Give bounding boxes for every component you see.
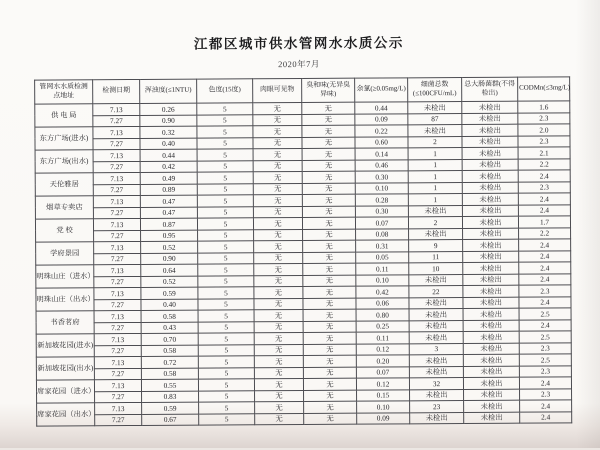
column-header-7: 细菌总数(≤100CFU/mL)	[408, 78, 462, 102]
data-cell: 7.27	[93, 138, 140, 150]
column-header-8: 总大肠菌群(不得检出)	[462, 77, 518, 101]
data-cell: 0.58	[141, 310, 198, 322]
column-header-1: 检测日期	[93, 79, 140, 103]
data-cell: 0.89	[140, 184, 197, 196]
data-cell: 未检出	[462, 124, 518, 136]
data-cell: 5	[198, 298, 254, 310]
data-cell: 2.3	[519, 365, 571, 377]
table-body	[35, 101, 572, 426]
data-cell: 无	[303, 355, 356, 367]
data-cell: 0.06	[356, 297, 409, 309]
data-cell: 7.13	[93, 126, 140, 138]
data-cell: 无	[304, 401, 357, 413]
column-header-3: 色度(15度)	[197, 79, 253, 103]
data-cell: 7.13	[94, 379, 141, 391]
data-cell: 未检出	[462, 216, 518, 228]
location-cell-2: 东方广场(出水)	[35, 150, 93, 173]
data-cell: 未检出	[462, 205, 518, 217]
data-cell: 7.13	[94, 264, 141, 276]
data-cell: 0.20	[356, 355, 409, 367]
data-cell: 未检出	[462, 147, 518, 159]
data-cell: 2.4	[519, 319, 571, 331]
data-cell: 未检出	[410, 412, 464, 424]
data-cell: 2.3	[518, 112, 570, 124]
data-cell: 0.12	[356, 378, 409, 390]
data-cell: 5	[197, 149, 253, 161]
data-cell: 1	[408, 148, 462, 160]
data-cell: 5	[197, 183, 253, 195]
data-cell: 0.42	[140, 161, 197, 173]
data-cell: 5	[198, 344, 254, 356]
data-cell: 0.10	[357, 401, 410, 413]
data-cell: 2.1	[518, 147, 570, 159]
location-cell-10: 新加坡花园(进水)	[36, 334, 94, 357]
data-cell: 0.08	[356, 228, 409, 240]
column-header-4: 肉眼可见物	[253, 78, 302, 102]
data-cell: 2.3	[519, 342, 571, 354]
data-cell: 无	[303, 367, 356, 379]
data-cell: 7.27	[94, 299, 141, 311]
data-cell: 5	[197, 137, 253, 149]
data-cell: 1.6	[518, 101, 570, 113]
data-cell: 2.4	[520, 400, 572, 412]
data-cell: 7.27	[94, 253, 141, 265]
data-cell: 0.43	[141, 322, 198, 334]
location-cell-1: 东方广场(进水)	[35, 127, 93, 150]
data-cell: 0.59	[142, 402, 199, 414]
data-cell: 无	[302, 125, 355, 137]
data-cell: 无	[254, 344, 303, 356]
data-cell: 2	[408, 217, 462, 229]
data-cell: 0.22	[355, 125, 408, 137]
column-header-2: 浑浊度(≤1NTU)	[140, 79, 197, 103]
data-cell: 未检出	[462, 170, 518, 182]
location-cell-4: 烟草专卖店	[35, 196, 93, 219]
data-cell: 无	[303, 252, 356, 264]
data-cell: 未检出	[463, 251, 519, 263]
data-cell: 无	[254, 252, 303, 264]
data-cell: 5	[197, 160, 253, 172]
data-cell: 无	[303, 332, 356, 344]
data-cell: 0.52	[141, 241, 198, 253]
data-cell: 5	[199, 413, 255, 425]
data-cell: 无	[303, 286, 356, 298]
data-cell: 5	[198, 241, 254, 253]
data-cell: 7.13	[94, 333, 141, 345]
data-cell: 87	[408, 113, 462, 125]
column-header-6: 余氯(≥0.05mg/L)	[355, 78, 408, 102]
data-cell: 无	[254, 332, 303, 344]
data-cell: 0.47	[140, 207, 197, 219]
data-cell: 7.13	[93, 218, 140, 230]
data-cell: 未检出	[409, 355, 463, 367]
data-cell: 无	[303, 309, 356, 321]
data-cell: 无	[302, 137, 355, 149]
column-header-9: CODMn(≤3mg/L)	[518, 77, 570, 101]
data-cell: 无	[303, 263, 356, 275]
data-cell: 无	[302, 102, 355, 114]
data-cell: 未检出	[463, 228, 519, 240]
data-cell: 0.10	[356, 274, 409, 286]
data-cell: 无	[255, 401, 304, 413]
water-quality-table	[34, 76, 572, 426]
data-cell: 未检出	[408, 205, 462, 217]
data-cell: 2.4	[519, 262, 571, 274]
data-cell: 无	[254, 263, 303, 275]
data-cell: 0.30	[355, 205, 408, 217]
data-cell: 1	[408, 182, 462, 194]
data-cell: 无	[253, 114, 302, 126]
data-cell: 0.64	[141, 264, 198, 276]
data-cell: 无	[254, 367, 303, 379]
column-header-5: 臭和味(无异臭异味)	[302, 78, 355, 102]
data-cell: 未检出	[409, 228, 463, 240]
data-cell: 0.44	[355, 102, 408, 114]
data-cell: 未检出	[409, 274, 463, 286]
data-cell: 0.95	[141, 230, 198, 242]
data-cell: 1.7	[518, 216, 570, 228]
data-cell: 2.5	[519, 308, 571, 320]
data-cell: 无	[253, 148, 302, 160]
data-cell: 无	[254, 229, 303, 241]
data-cell: 0.26	[140, 103, 197, 115]
data-cell: 未检出	[463, 262, 519, 274]
data-cell: 无	[303, 229, 356, 241]
location-cell-13: 席家花园（出水）	[37, 403, 95, 426]
data-cell: 2.3	[519, 285, 571, 297]
data-cell: 2.4	[518, 193, 570, 205]
data-cell: 2.4	[519, 377, 571, 389]
location-cell-9: 书香茗府	[36, 311, 94, 334]
data-cell: 7.13	[94, 356, 141, 368]
data-cell: 无	[302, 206, 355, 218]
data-cell: 0.67	[142, 414, 199, 426]
location-cell-7: 明珠山庄（进水）	[36, 265, 94, 288]
data-cell: 无	[254, 309, 303, 321]
location-cell-11: 新加坡花园(出水)	[36, 357, 94, 380]
data-cell: 0.15	[357, 389, 410, 401]
data-cell: 0.11	[356, 263, 409, 275]
data-cell: 0.72	[141, 356, 198, 368]
header-row	[35, 77, 570, 104]
data-cell: 0.07	[356, 366, 409, 378]
data-cell: 2.3	[518, 135, 570, 147]
data-cell: 无	[253, 102, 302, 114]
data-cell: 7.13	[94, 287, 141, 299]
data-cell: 未检出	[464, 389, 520, 401]
data-cell: 0.42	[356, 286, 409, 298]
data-cell: 未检出	[409, 309, 463, 321]
data-cell: 0.31	[356, 240, 409, 252]
data-cell: 0.09	[357, 412, 410, 424]
data-cell: 未检出	[463, 297, 519, 309]
data-cell: 32	[409, 378, 463, 390]
data-cell: 未检出	[408, 102, 462, 114]
data-cell: 无	[253, 194, 302, 206]
data-cell: 5	[198, 252, 254, 264]
data-cell: 0.58	[141, 368, 198, 380]
data-cell: 0.47	[140, 195, 197, 207]
data-cell: 未检出	[463, 320, 519, 332]
data-cell: 1	[408, 194, 462, 206]
data-cell: 7.13	[93, 103, 140, 115]
data-cell: 无	[254, 355, 303, 367]
data-cell: 无	[253, 125, 302, 137]
data-cell: 7.27	[93, 115, 140, 127]
data-cell: 2.4	[519, 250, 571, 262]
data-cell: 5	[197, 218, 253, 230]
data-cell: 10	[409, 263, 463, 275]
location-cell-5: 党 校	[35, 219, 93, 242]
data-cell: 无	[304, 413, 357, 425]
data-cell: 无	[253, 183, 302, 195]
data-cell: 0.09	[355, 113, 408, 125]
data-cell: 5	[197, 126, 253, 138]
data-cell: 23	[410, 401, 464, 413]
data-cell: 0.32	[140, 126, 197, 138]
data-cell: 无	[255, 390, 304, 402]
data-cell: 5	[198, 333, 254, 345]
data-cell: 2.5	[519, 331, 571, 343]
data-cell: 2.3	[520, 388, 572, 400]
data-cell: 0.10	[355, 182, 408, 194]
data-cell: 7.13	[93, 195, 140, 207]
data-cell: 未检出	[463, 274, 519, 286]
data-cell: 未检出	[463, 343, 519, 355]
data-cell: 无	[253, 171, 302, 183]
data-cell: 0.05	[356, 251, 409, 263]
data-cell: 11	[409, 251, 463, 263]
data-cell: 未检出	[462, 193, 518, 205]
data-cell: 未检出	[464, 400, 520, 412]
data-cell: 无	[253, 137, 302, 149]
data-cell: 5	[198, 229, 254, 241]
data-cell: 5	[199, 390, 255, 402]
data-cell: 5	[198, 367, 254, 379]
data-cell: 无	[302, 171, 355, 183]
report-month: 2020年7月	[278, 58, 320, 70]
data-cell: 无	[302, 160, 355, 172]
data-cell: 2.4	[519, 239, 571, 251]
data-cell: 2.4	[519, 273, 571, 285]
data-cell: 7.27	[93, 184, 140, 196]
data-cell: 无	[303, 240, 356, 252]
data-cell: 无	[254, 240, 303, 252]
data-cell: 未检出	[463, 331, 519, 343]
data-cell: 0.44	[140, 149, 197, 161]
data-cell: 0.46	[355, 159, 408, 171]
data-cell: 5	[198, 321, 254, 333]
data-cell: 0.11	[356, 332, 409, 344]
data-cell: 2.4	[520, 411, 572, 423]
data-cell: 1	[408, 159, 462, 171]
data-cell: 2.2	[518, 158, 570, 170]
data-cell: 无	[254, 378, 303, 390]
data-cell: 7.13	[93, 149, 140, 161]
column-header-0: 管网水水质检测点地址	[35, 80, 93, 104]
data-cell: 7.27	[94, 322, 141, 334]
data-cell: 0.40	[140, 138, 197, 150]
data-cell: 无	[254, 275, 303, 287]
data-cell: 7.27	[94, 276, 141, 288]
data-cell: 未检出	[462, 159, 518, 171]
data-cell: 未检出	[408, 125, 462, 137]
data-cell: 无	[302, 194, 355, 206]
data-cell: 2.5	[519, 354, 571, 366]
data-cell: 未检出	[410, 389, 464, 401]
data-cell: 无	[303, 275, 356, 287]
data-cell: 5	[197, 103, 253, 115]
data-cell: 0.58	[141, 345, 198, 357]
data-cell: 2.2	[519, 227, 571, 239]
data-cell: 未检出	[409, 332, 463, 344]
data-cell: 22	[409, 286, 463, 298]
data-cell: 无	[302, 217, 355, 229]
data-cell: 7.27	[94, 368, 141, 380]
data-cell: 0.90	[140, 115, 197, 127]
data-cell: 5	[197, 114, 253, 126]
data-cell: 2.4	[518, 170, 570, 182]
data-cell: 0.12	[356, 343, 409, 355]
data-cell: 5	[199, 402, 255, 414]
data-cell: 5	[198, 275, 254, 287]
data-cell: 7.13	[94, 241, 141, 253]
data-cell: 0.59	[141, 287, 198, 299]
data-cell: 7.27	[93, 161, 140, 173]
data-cell: 7.27	[94, 230, 141, 242]
data-cell: 7.13	[93, 172, 140, 184]
data-cell: 无	[303, 298, 356, 310]
data-cell: 0.30	[355, 171, 408, 183]
location-cell-3: 天伦雅居	[35, 173, 93, 196]
data-cell: 无	[253, 160, 302, 172]
data-cell: 0.70	[141, 333, 198, 345]
table-row	[37, 411, 572, 426]
location-cell-0: 供 电 局	[35, 104, 93, 127]
data-cell: 5	[198, 264, 254, 276]
data-cell: 9	[409, 240, 463, 252]
data-cell: 未检出	[462, 113, 518, 125]
data-cell: 无	[255, 413, 304, 425]
data-cell: 7.27	[94, 345, 141, 357]
data-cell: 0.80	[356, 309, 409, 321]
location-cell-6: 学府景园	[36, 242, 94, 265]
location-cell-12: 席家花园（进水）	[36, 380, 94, 403]
data-cell: 未检出	[463, 239, 519, 251]
data-cell: 无	[302, 114, 355, 126]
data-cell: 7.13	[95, 402, 142, 414]
data-cell: 0.14	[355, 148, 408, 160]
data-cell: 0.52	[141, 276, 198, 288]
data-cell: 5	[198, 287, 254, 299]
data-cell: 无	[303, 321, 356, 333]
data-cell: 无	[302, 183, 355, 195]
data-cell: 无	[253, 206, 302, 218]
data-cell: 未检出	[463, 285, 519, 297]
data-cell: 7.13	[94, 310, 141, 322]
data-cell: 未检出	[463, 377, 519, 389]
data-cell: 3	[409, 343, 463, 355]
data-cell: 未检出	[409, 297, 463, 309]
data-cell: 0.55	[141, 379, 198, 391]
data-cell: 5	[197, 172, 253, 184]
data-cell: 0.83	[142, 391, 199, 403]
data-cell: 0.49	[140, 172, 197, 184]
data-cell: 无	[303, 344, 356, 356]
data-cell: 5	[198, 379, 254, 391]
data-cell: 0.60	[355, 136, 408, 148]
data-cell: 0.07	[355, 217, 408, 229]
data-cell: 0.28	[355, 194, 408, 206]
data-cell: 无	[302, 148, 355, 160]
data-cell: 7.27	[95, 391, 142, 403]
data-cell: 5	[198, 356, 254, 368]
data-cell: 未检出	[409, 320, 463, 332]
data-cell: 5	[197, 195, 253, 207]
table-header	[35, 77, 570, 104]
data-cell: 1	[408, 171, 462, 183]
data-cell: 无	[304, 390, 357, 402]
data-cell: 未检出	[463, 308, 519, 320]
data-cell: 2	[408, 136, 462, 148]
page-title: 江都区城市供水管网水水质公示	[193, 35, 404, 52]
data-cell: 未检出	[462, 101, 518, 113]
data-cell: 无	[253, 217, 302, 229]
data-cell: 未检出	[462, 136, 518, 148]
data-cell: 0.25	[356, 320, 409, 332]
data-cell: 7.27	[95, 414, 142, 426]
data-cell: 未检出	[463, 354, 519, 366]
data-cell: 5	[198, 310, 254, 322]
data-cell: 未检出	[462, 182, 518, 194]
data-cell: 2.4	[518, 204, 570, 216]
data-cell: 0.87	[140, 218, 197, 230]
data-cell: 未检出	[463, 366, 519, 378]
data-cell: 未检出	[464, 412, 520, 424]
location-cell-8: 明珠山庄（出水）	[36, 288, 94, 311]
data-cell: 2.4	[519, 296, 571, 308]
data-cell: 未检出	[409, 366, 463, 378]
data-cell: 2.3	[518, 181, 570, 193]
data-cell: 无	[254, 286, 303, 298]
data-cell: 5	[197, 206, 253, 218]
data-cell: 0.90	[141, 253, 198, 265]
data-cell: 7.27	[93, 207, 140, 219]
data-cell: 无	[254, 321, 303, 333]
data-cell: 无	[254, 298, 303, 310]
data-cell: 无	[303, 378, 356, 390]
data-cell: 0.40	[141, 299, 198, 311]
data-cell: 2.0	[518, 124, 570, 136]
